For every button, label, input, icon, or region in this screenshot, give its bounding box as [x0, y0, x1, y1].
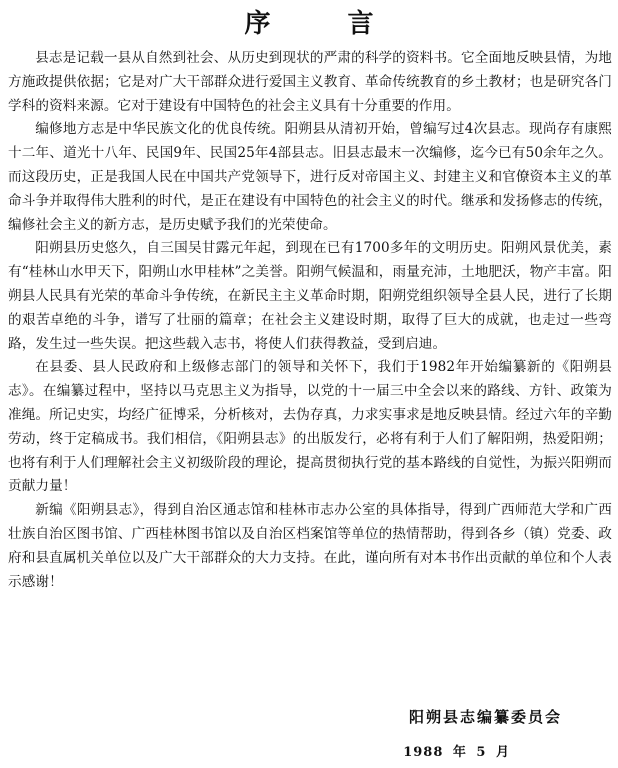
paragraph-4: 在县委、县人民政府和上级修志部门的领导和关怀下，我们于1982年开始编纂新的《阳朔县志》。在编纂过程中，坚持以马克思主义为指导，以党的十一届三中全会以来的路线、方针、政策为准绳。所记史实，均经广征博采，分析核对，去伪存真，力求实事求是地反映县情。经过六年的辛勤劳动，终于定稿成书。我们相信，《阳朔县志》的出版发行，必将有利于人们了解阳朔，热爱阳朔；也将有利于人们理解社会主义初级阶段的理论，提高贯彻执行党的基本路线的自觉性，为振兴阳朔而贡献力量！: [8, 359, 612, 495]
signature: 阳朔县志编纂委员会: [408, 708, 562, 726]
paragraph-3: 阳朔县历史悠久，自三国吴甘露元年起，到现在已有1700多年的文明历史。阳朔风景优美，素有“桂林山水甲天下，阳朔山水甲桂林”之美誉。阳朔气候温和，雨量充沛，土地肥沃，物产丰富。阳朔县人民具有光荣的革命斗争传统，在新民主主义革命时期，阳朔党组织领导全县人民，进行了长期的艰苦卓绝的斗争，谱写了壮丽的篇章；在社会主义建设时期，取得了巨大的成就，也走过一些弯路，发生过一些失误。把这些载入志书，将使人们获得教益，受到启迪。: [8, 240, 612, 352]
preface-body: [8, 47, 612, 594]
paragraph-5: 新编《阳朔县志》，得到自治区通志馆和桂林市志办公室的具体指导，得到广西师范大学和广西壮族自治区图书馆、广西桂林图书馆以及自治区档案馆等单位的热情帮助，得到各乡（镇）党委、政府和县直属机关单位以及广大干部群众的大力支持。在此，谨向所有对本书作出贡献的单位和个人表示感谢！: [8, 502, 612, 590]
paragraph-2: 编修地方志是中华民族文化的优良传统。阳朔县从清初开始，曾编写过4次县志。现尚存有康熙十二年、道光十八年、民国9年、民国25年4部县志。旧县志最末一次编修，迄今已有50余年之久。而这段历史，正是我国人民在中国共产党领导下，进行反对帝国主义、封建主义和官僚资本主义的革命斗争并取得伟大胜利的时代，是正在建设有中国特色的社会主义的时代。继承和发扬修志的传统，编修社会主义的新方志，是历史赋予我们的光荣使命。: [8, 121, 612, 233]
page-title: 序 言: [244, 9, 408, 39]
date: 1988 年 5 月: [403, 745, 510, 760]
paragraph-1: 县志是记载一县从自然到社会、从历史到现状的严肃的科学的资料书。它全面地反映县情，为地方施政提供依据；它是对广大干部群众进行爱国主义教育、革命传统教育的乡土教材；也是研究各门学科的资料来源。它对于建设有中国特色的社会主义具有十分重要的作用。: [8, 50, 612, 114]
